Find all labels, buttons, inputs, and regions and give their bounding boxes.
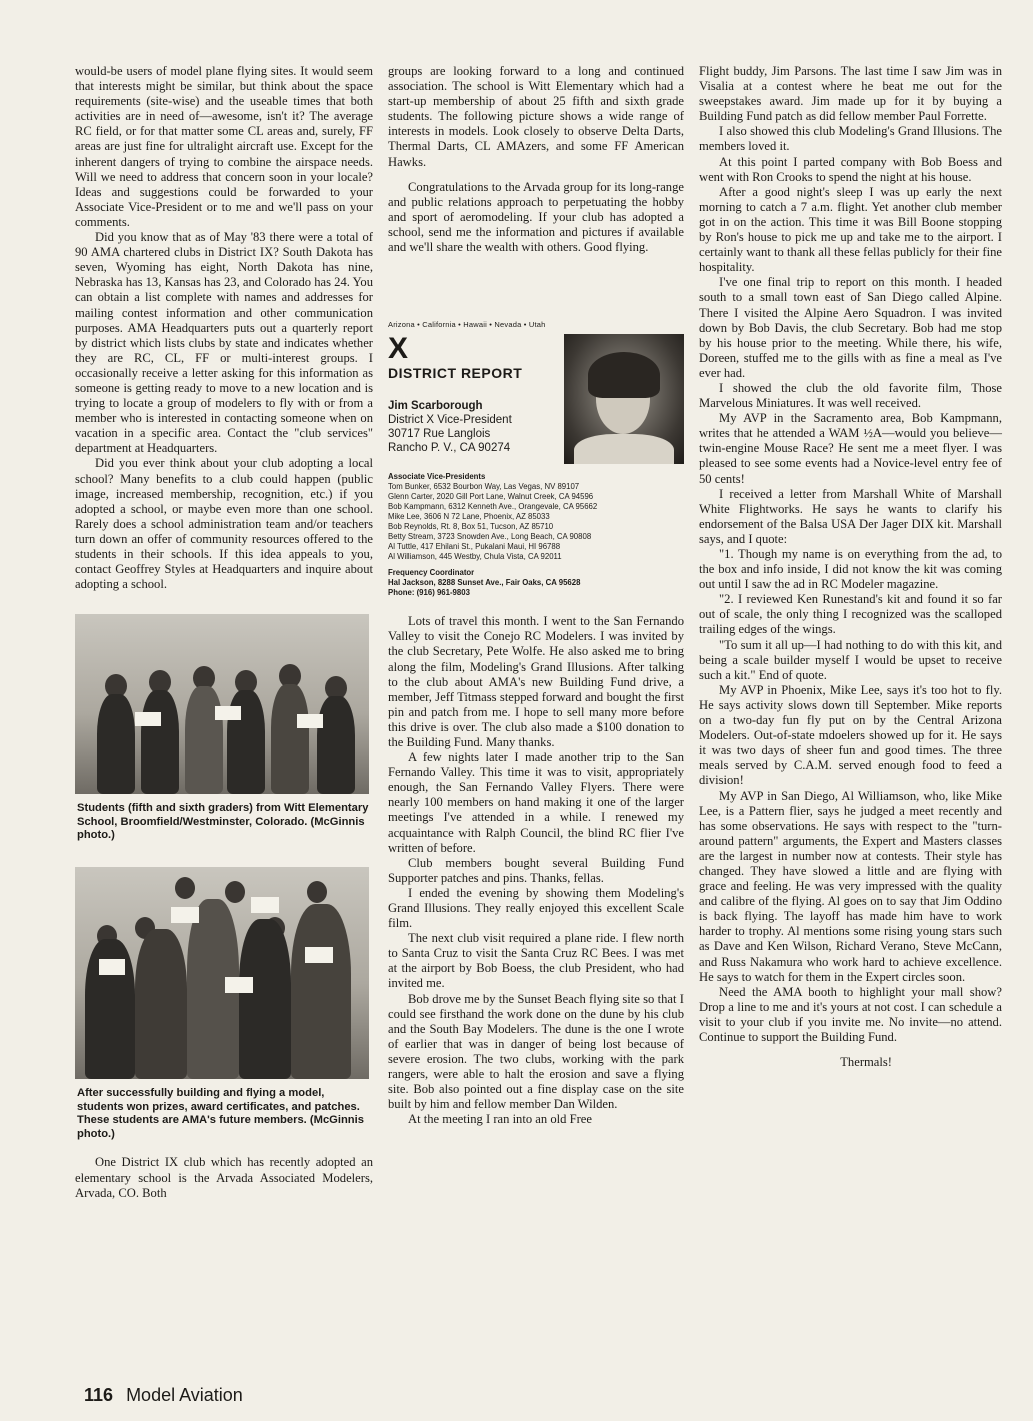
district-number: X <box>388 332 409 366</box>
body-paragraph: One District IX club which has recently adopted an elementary school is the Arvada Associated Modelers, Arvada, CO. Both <box>75 1155 373 1200</box>
body-paragraph: "2. I reviewed Ken Runestand's kit and found it so far out of scale, the only thing I recognized was the scalloped trailing edges of the wings. <box>699 592 1002 637</box>
body-paragraph: Flight buddy, Jim Parsons. The last time I saw Jim was in Visalia at a contest where he beat me out for the sweepstakes award. Jim made up for it by buying a Building Fund patch as did fellow member Paul Forrette. <box>699 64 1002 124</box>
body-paragraph: After a good night's sleep I was up early the next morning to catch a 7 a.m. flight. Yet another club member got in on the action. This time it was Bill Boone stopping by Ron's house to pick me up and take me to the airport. I certainly want to thank all these fellas publicly for their fine hospitality. <box>699 184 1002 275</box>
students-photo-1 <box>75 614 369 794</box>
author-portrait <box>564 334 684 464</box>
body-paragraph: I ended the evening by showing them Modeling's Grand Illusions. They really enjoyed this excellent Scale film. <box>388 885 684 931</box>
body-paragraph: Club members bought several Building Fund Supporter patches and pins. Thanks, fellas. <box>388 855 684 885</box>
body-paragraph: Need the AMA booth to highlight your mall show? Drop a line to me and it's yours at not cost. I can schedule a visit to your club if you invite me. No invite—no attend. Continue to support the Building Fund. <box>699 984 1002 1044</box>
body-paragraph: At this point I parted company with Bob Boess and went with Ron Crooks to spend the night at his house. <box>699 154 1002 184</box>
body-paragraph: The next club visit required a plane ride. I flew north to Santa Cruz to visit the Santa Cruz RC Bees. I was met at the airport by Bob Boess, the club President, who had invited me. <box>388 931 684 991</box>
body-paragraph: Did you know that as of May '83 there were a total of 90 AMA chartered clubs in District IX? South Dakota has seven, Wyoming has eight, North Dakota has nine, Nebraska has 13, Kansas has 23, and Colorado has 24. You can obtain a list complete with names and addresses for mailing contest information and other communication purposes. AMA Headquarters puts out a quarterly report by district which lists clubs by state and indicates whether they are RC, CL, FF or multi-interest groups. I occasionally receive a letter asking for this information as someone is getting ready to move to a new location and is trying to locate a group of modelers to fly with or from a member who is interested in contacting someone when on vacation in a specific area. Contact the "club services" department at Headquarters. <box>75 230 374 456</box>
column-3 <box>699 64 1002 1070</box>
district-report-header <box>388 317 684 598</box>
page-number: 116 <box>84 1385 114 1405</box>
body-paragraph: Lots of travel this month. I went to the San Fernando Valley to visit the Conejo RC Modelers. I was invited by the club Secretary, Pete Wolfe. He also asked me to bring along the film, Modeling's Grand Illusions. After talking to the club about AMA's new Building Fund drive, a member, Jeff Titmass stepped forward and bought the first pin and patch from me. I hope to sell many more before this drive is over. The club also made a $100 donation to the Building Fund. Many thanks. <box>388 614 684 749</box>
column-2 <box>388 64 684 1127</box>
body-paragraph: groups are looking forward to a long and continued association. The school is Witt Elementary which had a start-up membership of about 25 fifth and sixth grade students. The following picture shows a wide range of interests in models. Look closely to observe Delta Darts, Thermal Darts, CL AMAzers, and some FF American Hawks. <box>388 64 684 169</box>
body-paragraph: My AVP in San Diego, Al Williamson, who, like Mike Lee, is a Pattern flier, says he judged a meet recently and has some observations. He says with respect to the "turn-around pattern" arguments, the Expert and Masters classes are the largest in number now at contests. Their style has changed. They have slowed a little and are flying with grace and feeling. He was very impressed with the quality and calibre of the flying. Al goes on to say that Jim Oddino is back flying. The layoff has made him have to work harder to trophy. Al mentions some rising young stars such as Dave and Ken Wilson, Richard Verano, Steve McCann, and Russ Nakamura who work hard to achieve excellence. He says to watch for them in the Expert circles soon. <box>699 788 1002 984</box>
body-paragraph: A few nights later I made another trip to the San Fernando Valley. This time it was to visit, appropriately enough, the San Fernando Valley Flyers. There were nearly 100 members on hand making it one of the larger meetings I've attended in a while. I renewed my acquaintance with Ralph Council, the blind RC flier I've written of before. <box>388 750 684 855</box>
body-paragraph: At the meeting I ran into an old Free <box>408 1112 592 1127</box>
body-paragraph: Congratulations to the Arvada group for its long-range and public relations approach to perpetuating the hobby and sport of aeromodeling. If your club has adopted a school, send me the information and pictures if available and we'll share the wealth with others. Good flying. <box>388 179 684 255</box>
body-paragraph: My AVP in Phoenix, Mike Lee, says it's too hot to fly. He says activity slows down till September. Mike reports on a two-day fun fly put on by the Central Arizona Modelers. Out-of-state mdoelers showed up for it. He says it was two days of sheer fun and good times. The three meals served by C.A.M. served enough food to feed a division! <box>699 682 1002 788</box>
students-photo-2 <box>75 867 369 1079</box>
avp-list: Associate Vice-Presidents Tom Bunker, 6532 Bourbon Way, Las Vegas, NV 89107 Glenn Carter, 2020 Gill Port Lane, Walnut Creek, CA 94596 Bob Kampmann, 6312 Kenneth Ave., Orangevale, CA 95662 Mike Lee, 3606 N 72 Lane, Phoenix, AZ 85033 Bob Reynolds, Rt. 8, Box 51, Tucson, AZ 85710 Betty Stream, 3723 Snowden Ave., Long Beach, CA 90808 Al Tuttle, 417 Ehilani St., Pukalani Maui, HI 96788 Al Williamson, 445 Westby, Chula Vista, CA 92011 Frequency Coordinator Hal Jackson, 8288 Sunset Ave., Fair Oaks, CA 95628 Phone: (916) 961-9803 <box>388 472 598 598</box>
body-paragraph: I also showed this club Modeling's Grand Illusions. The members loved it. <box>699 124 1002 154</box>
signoff: Thermals! <box>840 1055 892 1070</box>
photo-caption: After successfully building and flying a model, students won prizes, award certificates, and patches. These students are AMA's future members. (McGinnis photo.) <box>77 1087 364 1140</box>
page-footer <box>84 1385 243 1406</box>
column-1 <box>75 64 373 1201</box>
body-paragraph: My AVP in the Sacramento area, Bob Kampmann, writes that he attended a WAM ½A—would you believe—twin-engine Mouse Race? He sent me a meet flyer. I was pleased to see some events had a Novice-level entry fee of 50 cents! <box>699 411 1002 486</box>
body-paragraph: Did you ever think about your club adopting a local school? Many benefits to a club could happen (public image, increased membership, recognition, etc.) if you adopted a school, or maybe even more than one school. Rarely does a school administration team and/or teachers turn down an offer of community resources offered to the students in their schools. If this idea appeals to you, contact Geoffrey Styles at Headquarters and inquire about adopting a school. <box>75 456 373 592</box>
body-paragraph: I've one final trip to report on this month. I headed south to a small town east of San Diego called Alpine. There I visited the Alpine Aero Squadron. I was invited down by Bob Davis, the club Secretary. Bob had me stop by his house prior to the meeting. While there, his wife, Doreen, stuffed me to the gills with as fine a meal as I've ever had. <box>699 275 1002 380</box>
body-paragraph: "1. Though my name is on everything from the ad, to the box and info inside, I did not know the kit was coming out until I saw the ad in RC Modeler magazine. <box>699 547 1002 592</box>
body-paragraph: I received a letter from Marshall White of Marshall White Flightworks. He says he wants to clarify his endorsement of the Balsa USA Der Jager DIX kit. Marshall says, and I quote: <box>699 486 1002 546</box>
body-paragraph: I showed the club the old favorite film, Those Marvelous Miniatures. It was well received. <box>699 380 1002 411</box>
body-paragraph: "To sum it all up—I had nothing to do with this kit, and being a scale builder myself I would be upset to receive such a kit." End of quote. <box>699 637 1002 682</box>
photo-caption: Students (fifth and sixth graders) from Witt Elementary School, Broomfield/Westminster, Colorado. (McGinnis photo.) <box>77 802 369 842</box>
magazine-name: Model Aviation <box>126 1385 243 1405</box>
body-paragraph: Bob drove me by the Sunset Beach flying site so that I could see firsthand the work done on the dune by his club and the South Bay Modelers. The dune is the one I wrote of earlier that was in danger of being lost because of severe erosion. The two clubs, working with the park rangers, were able to halt the erosion and save a flying site. Bob also pointed out a fine display case on the site built by him and fellow member Dan Wilden. <box>388 991 684 1112</box>
body-paragraph: would-be users of model plane flying sites. It would seem that interests might be similar, but think about the space requirements (site-wise) and the useable times that both activities are in need of—awesome, isn't it? The average RC field, or for that matter some CL areas and, surely, FF areas are just fine for ultralight aircraft use. Except for the inherent dangers of trying to combine the airspace needs. Will we need to address that concern soon in your locale? Ideas and suggestions could be forwarded to your Associate Vice-President or to me and we'll pass on your comments. <box>75 64 373 229</box>
district-report-title: DISTRICT REPORT <box>388 365 523 382</box>
states-line: Arizona • California • Hawaii • Nevada • Utah <box>388 320 546 330</box>
vp-address: Jim Scarborough District X Vice-President 30717 Rue Langlois Rancho P. V., CA 90274 <box>388 400 512 455</box>
